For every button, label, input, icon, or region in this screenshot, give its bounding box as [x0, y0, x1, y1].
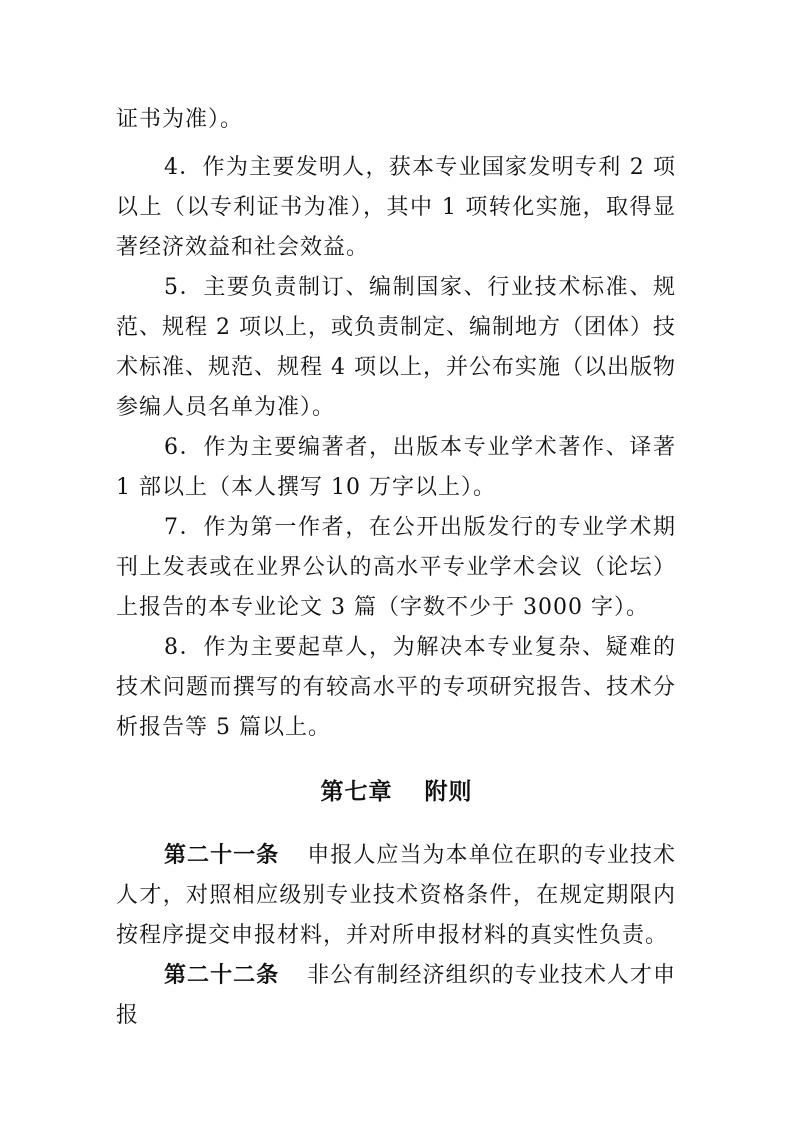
chapter-heading	[0, 772, 793, 812]
list-item-6: 6．作为主要编著者，出版本专业学术著作、译著 1 部以上（本人撰写 10 万字以上）。	[116, 435, 676, 500]
article-22-title: 第二十二条	[164, 963, 280, 988]
list-item-4: 4．作为主要发明人，获本专业国家发明专利 2 项以上（以专利证书为准），其中 1 项转化实施，取得显著经济效益和社会效益。	[116, 155, 676, 260]
list-item-5: 5．主要负责制订、编制国家、行业技术标准、规范、规程 2 项以上，或负责制定、编制地方（团体）技术标准、规范、规程 4 项以上，并公布实施（以出版物参编人员名单为准）。	[116, 275, 676, 420]
article-22	[116, 956, 676, 1036]
chapter-title: 附则	[424, 779, 473, 805]
article-21-text: 申报人应当为本单位在职的专业技术人才，对照相应级别专业技术资格条件，在规定期限内按程序提交申报材料，并对所申报材料的真实性负责。	[116, 843, 676, 948]
chapter-label: 第七章	[320, 779, 393, 805]
list-item-8: 8．作为主要起草人，为解决本专业复杂、疑难的技术问题而撰写的有较高水平的专项研究报告、技术分析报告等 5 篇以上。	[116, 635, 676, 740]
list-item-7: 7．作为第一作者，在公开出版发行的专业学术期刊上发表或在业界公认的高水平专业学术会议（论坛）上报告的本专业论文 3 篇（字数不少于 3000 字）。	[116, 515, 676, 620]
paragraph-continuation: 证书为准）。	[116, 107, 244, 132]
article-21	[116, 836, 676, 956]
article-22-text: 非公有制经济组织的专业技术人才申报	[116, 963, 676, 1028]
article-21-title: 第二十一条	[164, 843, 280, 868]
